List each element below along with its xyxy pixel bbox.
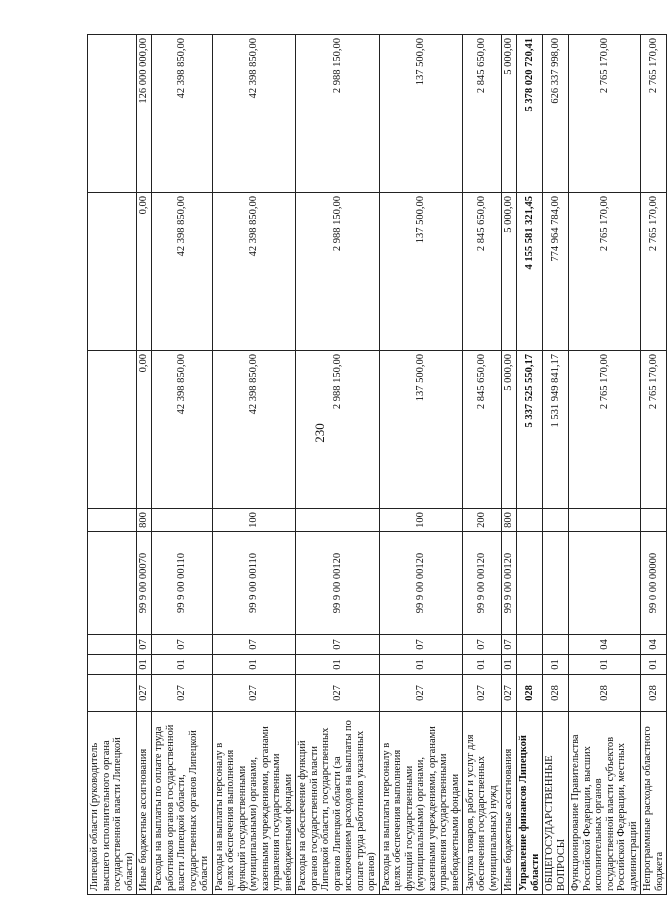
amount-year-2: 2 845 650,00 (463, 193, 502, 351)
amount-year-3: 2 765 170,00 (569, 35, 641, 193)
subsection-code: 07 (463, 635, 502, 655)
target-article-code: 99 9 00 00110 (212, 532, 296, 635)
target-article-code (543, 532, 569, 635)
expense-type-code: 800 (502, 509, 517, 532)
expense-type-code (569, 509, 641, 532)
ministry-code: 027 (296, 675, 380, 712)
target-article-code: 99 0 00 00000 (641, 532, 667, 635)
amount-year-3: 42 398 850,00 (152, 35, 213, 193)
row-name: ОБЩЕГОСУДАРСТВЕННЫЕ ВОПРОСЫ (543, 712, 569, 895)
table-row (502, 35, 517, 895)
amount-year-1: 2 845 650,00 (463, 351, 502, 509)
amount-year-2: 0,00 (137, 193, 152, 351)
subsection-code: 04 (569, 635, 641, 655)
ministry-code: 027 (502, 675, 517, 712)
section-code: 01 (152, 655, 213, 675)
amount-year-2: 2 765 170,00 (569, 193, 641, 351)
target-article-code: 99 9 00 00110 (152, 532, 213, 635)
ministry-code: 028 (517, 675, 543, 712)
table-row (543, 35, 569, 895)
ministry-code: 028 (641, 675, 667, 712)
expense-type-code: 100 (379, 509, 463, 532)
table-row (517, 35, 543, 895)
table-row (88, 35, 137, 895)
amount-year-3: 2 988 150,00 (296, 35, 380, 193)
row-name: Функционирование Правительства Российской Федерации, высших исполнительных органов государственной власти субъектов Российской Федерации, местных администраций (569, 712, 641, 895)
subsection-code: 07 (379, 635, 463, 655)
section-code: 01 (212, 655, 296, 675)
amount-year-2 (88, 193, 137, 351)
table-row (379, 35, 463, 895)
page-number: 230 (312, 423, 327, 443)
row-name: Расходы на обеспечение функций органов государственной власти Липецкой области, государственных органов Липецкой области (за исключением расходов на выплаты по оплате труда работников указанных органов) (296, 712, 380, 895)
expense-type-code (641, 509, 667, 532)
table-row (641, 35, 667, 895)
target-article-code (88, 532, 137, 635)
amount-year-1: 42 398 850,00 (212, 351, 296, 509)
ministry-code: 028 (569, 675, 641, 712)
row-name: Управление финансов Липецкой области (517, 712, 543, 895)
amount-year-3 (88, 35, 137, 193)
amount-year-2: 2 765 170,00 (641, 193, 667, 351)
expense-type-code: 100 (212, 509, 296, 532)
subsection-code: 07 (212, 635, 296, 655)
amount-year-1: 2 988 150,00 (296, 351, 380, 509)
target-article-code: 99 9 00 00120 (502, 532, 517, 635)
row-name: Закупка товаров, работ и услуг для обеспечения государственных (муниципальных) нужд (463, 712, 502, 895)
amount-year-1: 2 765 170,00 (569, 351, 641, 509)
subsection-code (517, 635, 543, 655)
amount-year-2: 137 500,00 (379, 193, 463, 351)
table-row (463, 35, 502, 895)
amount-year-2: 4 155 581 321,45 (517, 193, 543, 351)
expense-type-code: 200 (463, 509, 502, 532)
ministry-code: 027 (137, 675, 152, 712)
amount-year-3: 626 337 998,00 (543, 35, 569, 193)
target-article-code (569, 532, 641, 635)
section-code: 01 (463, 655, 502, 675)
table-row (152, 35, 213, 895)
amount-year-3: 126 000 000,00 (137, 35, 152, 193)
table-row (212, 35, 296, 895)
target-article-code (517, 532, 543, 635)
target-article-code: 99 9 00 00070 (137, 532, 152, 635)
subsection-code: 07 (137, 635, 152, 655)
section-code: 01 (641, 655, 667, 675)
amount-year-2: 774 964 784,00 (543, 193, 569, 351)
amount-year-1: 2 765 170,00 (641, 351, 667, 509)
table-row (296, 35, 380, 895)
amount-year-1 (88, 351, 137, 509)
amount-year-1: 42 398 850,00 (152, 351, 213, 509)
ministry-code: 028 (543, 675, 569, 712)
section-code: 01 (296, 655, 380, 675)
amount-year-1: 5 000,00 (502, 351, 517, 509)
target-article-code: 99 9 00 00120 (296, 532, 380, 635)
amount-year-3: 42 398 850,00 (212, 35, 296, 193)
budget-table (87, 34, 667, 895)
row-name: Липецкой области (руководитель высшего исполнительного органа государственной власти Липецкой области) (88, 712, 137, 895)
section-code: 01 (502, 655, 517, 675)
section-code (88, 655, 137, 675)
expense-type-code: 800 (137, 509, 152, 532)
amount-year-3: 2 765 170,00 (641, 35, 667, 193)
amount-year-2: 2 988 150,00 (296, 193, 380, 351)
target-article-code: 99 9 00 00120 (463, 532, 502, 635)
subsection-code (543, 635, 569, 655)
subsection-code: 07 (296, 635, 380, 655)
row-name: Непрограммные расходы областного бюджета (641, 712, 667, 895)
amount-year-1: 137 500,00 (379, 351, 463, 509)
expense-type-code (88, 509, 137, 532)
section-code: 01 (137, 655, 152, 675)
section-code: 01 (379, 655, 463, 675)
amount-year-1: 5 337 525 550,17 (517, 351, 543, 509)
amount-year-3: 5 378 020 720,41 (517, 35, 543, 193)
row-name: Иные бюджетные ассигнования (502, 712, 517, 895)
ministry-code: 027 (152, 675, 213, 712)
row-name: Расходы на выплаты персоналу в целях обеспечения выполнения функций государственными (муниципальными) органами, казенными учреждениями, органами управления государственными внебюджетными фондами (379, 712, 463, 895)
ministry-code: 027 (379, 675, 463, 712)
target-article-code: 99 9 00 00120 (379, 532, 463, 635)
section-code (517, 655, 543, 675)
expense-type-code (517, 509, 543, 532)
ministry-code (88, 675, 137, 712)
row-name: Расходы на выплаты персоналу в целях обеспечения выполнения функций государственными (муниципальными) органами, казенными учреждениями, органами управления государственными внебюджетными фондами (212, 712, 296, 895)
expense-type-code (152, 509, 213, 532)
amount-year-2: 42 398 850,00 (152, 193, 213, 351)
ministry-code: 027 (463, 675, 502, 712)
table-row (137, 35, 152, 895)
expense-type-code (296, 509, 380, 532)
table-row (569, 35, 641, 895)
subsection-code (88, 635, 137, 655)
section-code: 01 (569, 655, 641, 675)
subsection-code: 04 (641, 635, 667, 655)
amount-year-2: 42 398 850,00 (212, 193, 296, 351)
row-name: Иные бюджетные ассигнования (137, 712, 152, 895)
amount-year-3: 5 000,00 (502, 35, 517, 193)
section-code: 01 (543, 655, 569, 675)
subsection-code: 07 (502, 635, 517, 655)
amount-year-3: 2 845 650,00 (463, 35, 502, 193)
amount-year-1: 1 531 949 841,17 (543, 351, 569, 509)
amount-year-3: 137 500,00 (379, 35, 463, 193)
rotated-table-container (87, 35, 665, 895)
subsection-code: 07 (152, 635, 213, 655)
budget-table-body (88, 35, 667, 895)
row-name: Расходы на выплаты по оплате труда работников органов государственной власти Липецкой области, государственных органов Липецкой области (152, 712, 213, 895)
amount-year-1: 0,00 (137, 351, 152, 509)
amount-year-2: 5 000,00 (502, 193, 517, 351)
expense-type-code (543, 509, 569, 532)
ministry-code: 027 (212, 675, 296, 712)
